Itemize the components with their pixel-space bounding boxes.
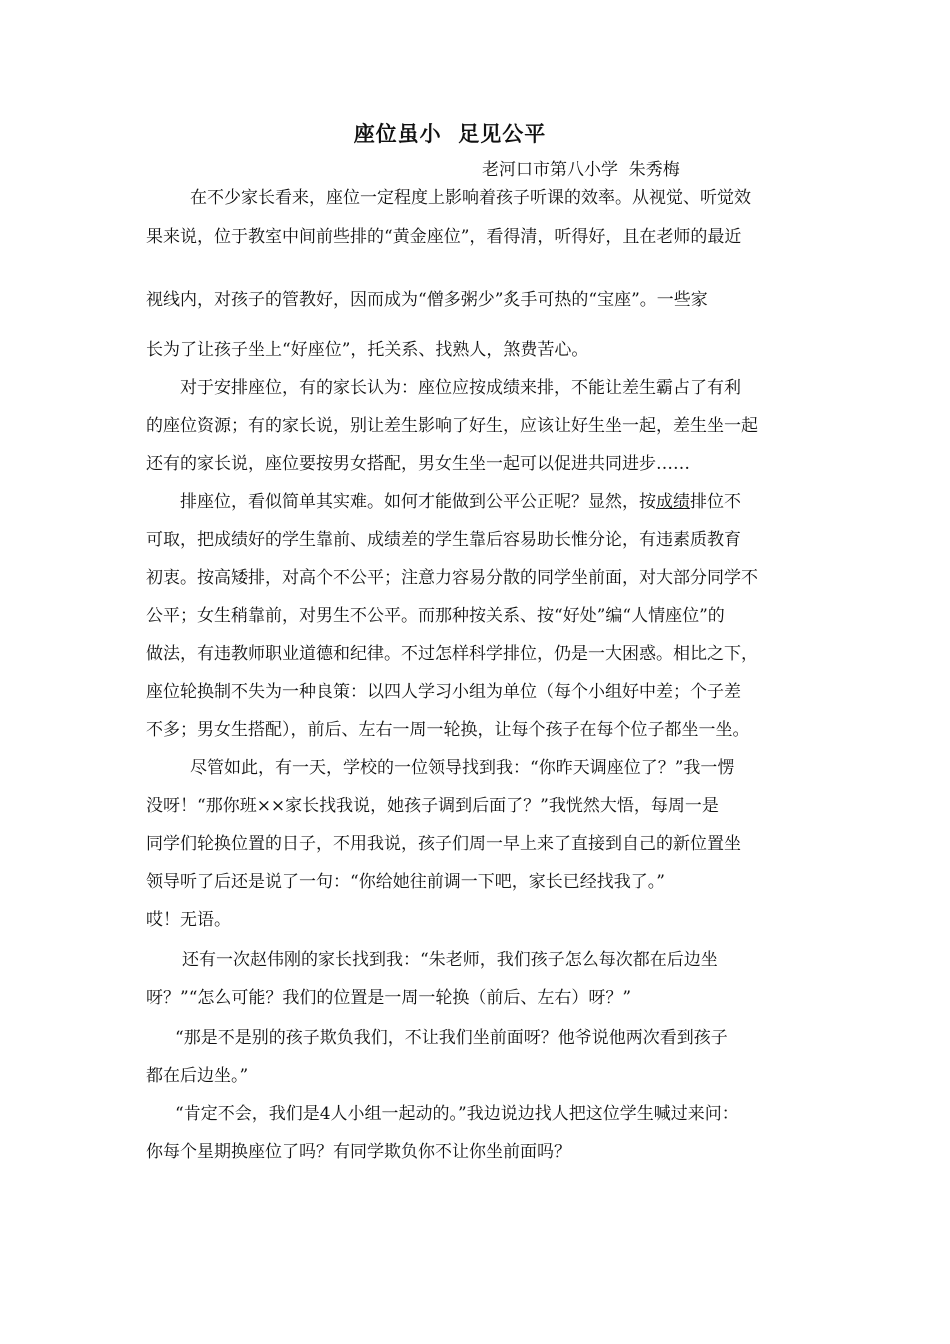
underlined-word: 成绩 — [656, 492, 690, 512]
body-line: 在不少家长看来，座位一定程度上影响着孩子听课的效率。从视觉、听觉效 — [190, 188, 751, 208]
body-line: 哎！无语。 — [146, 910, 231, 930]
body-line: “那是不是别的孩子欺负我们，不让我们坐前面呀？他爷说他两次看到孩子 — [175, 1028, 728, 1048]
body-line: 对于安排座位，有的家长认为：座位应按成绩来排，不能让差生霸占了有利 — [180, 378, 741, 398]
document-title: 座位虽小 足见公平 — [353, 121, 547, 146]
body-line: 果来说，位于教室中间前些排的“黄金座位”，看得清，听得好，且在老师的最近 — [146, 227, 742, 247]
body-line: 座位轮换制不失为一种良策：以四人学习小组为单位（每个小组好中差；个子差 — [146, 682, 741, 702]
body-line: 领导听了后还是说了一句：“你给她往前调一下吧，家长已经找我了。” — [146, 872, 665, 892]
body-line: 没呀！“那你班××家长找我说，她孩子调到后面了？”我恍然大悟，每周一是 — [146, 796, 719, 816]
body-line: 都在后边坐。” — [146, 1066, 249, 1086]
body-text-segment: 排位不 — [690, 492, 741, 512]
body-line: 的座位资源；有的家长说，别让差生影响了好生，应该让好生坐一起，差生坐一起 — [146, 416, 758, 436]
body-line: 视线内，对孩子的管教好，因而成为“僧多粥少”炙手可热的“宝座”。一些家 — [146, 290, 708, 310]
body-line — [180, 490, 741, 514]
body-line: 公平；女生稍靠前，对男生不公平。而那种按关系、按“好处”编“人情座位”的 — [146, 606, 725, 626]
body-line: 做法，有违教师职业道德和纪律。不过怎样科学排位，仍是一大困惑。相比之下， — [146, 644, 758, 664]
body-line: 你每个星期换座位了吗？有同学欺负你不让你坐前面吗？ — [146, 1142, 571, 1162]
body-line: 可取，把成绩好的学生靠前、成绩差的学生靠后容易助长惟分论，有违素质教育 — [146, 530, 741, 550]
body-line: 呀？”“怎么可能？我们的位置是一周一轮换（前后、左右）呀？” — [146, 988, 632, 1008]
body-line: 长为了让孩子坐上“好座位”，托关系、找熟人，煞费苦心。 — [146, 340, 589, 360]
author-line: 老河口市第八小学 朱秀梅 — [482, 160, 680, 180]
body-line: 还有一次赵伟刚的家长找到我：“朱老师，我们孩子怎么每次都在后边坐 — [182, 950, 718, 970]
body-line: “肯定不会，我们是4人小组一起动的。”我边说边找人把这位学生喊过来问： — [175, 1104, 739, 1124]
body-line: 还有的家长说，座位要按男女搭配，男女生坐一起可以促进共同进步…… — [146, 454, 690, 474]
body-line: 不多；男女生搭配），前后、左右一周一轮换，让每个孩子在每个位子都坐一坐。 — [146, 720, 750, 740]
body-line: 初衷。按高矮排，对高个不公平；注意力容易分散的同学坐前面，对大部分同学不 — [146, 568, 758, 588]
body-text-segment: 排座位，看似简单其实难。如何才能做到公平公正呢？显然，按 — [180, 492, 656, 512]
body-line: 同学们轮换位置的日子，不用我说，孩子们周一早上来了直接到自己的新位置坐 — [146, 834, 741, 854]
body-line: 尽管如此，有一天，学校的一位领导找到我：“你昨天调座位了？”我一愣 — [190, 758, 735, 778]
